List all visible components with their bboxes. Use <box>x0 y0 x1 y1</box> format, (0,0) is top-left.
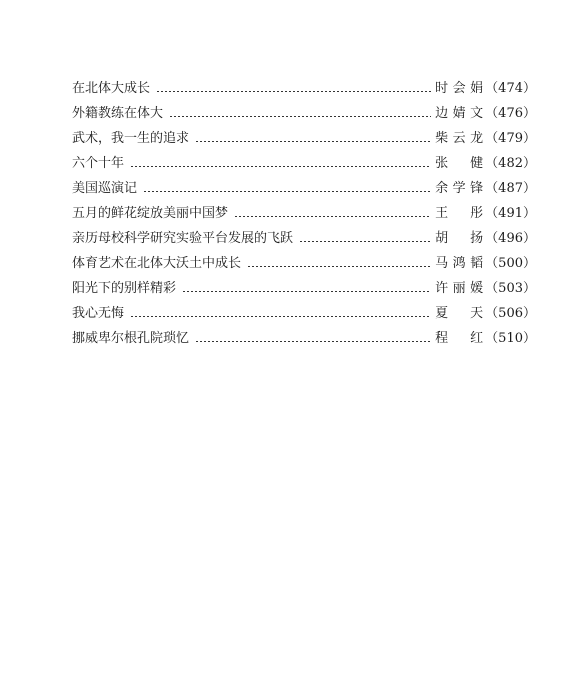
dot-leader <box>130 316 431 317</box>
toc-entry-title: 体育艺术在北体大沃土中成长 <box>72 256 242 271</box>
toc-entry-page: （476） <box>485 106 536 121</box>
toc-entry-page: （503） <box>485 281 536 296</box>
toc-entry-title: 在北体大成长 <box>72 81 151 96</box>
toc-entry-author: 许丽媛 <box>435 281 484 296</box>
table-of-contents <box>72 76 536 351</box>
toc-entry-title: 我心无悔 <box>72 306 125 321</box>
toc-entry-title: 美国巡演记 <box>72 181 138 196</box>
toc-entry <box>72 326 536 351</box>
toc-entry-author: 边婧文 <box>435 106 484 121</box>
toc-entry-author: 程 红 <box>435 331 484 346</box>
dot-leader <box>195 141 431 142</box>
toc-entry-author: 张 健 <box>435 156 484 171</box>
dot-leader <box>169 116 431 117</box>
toc-entry <box>72 126 536 151</box>
toc-entry-author: 余学锋 <box>435 181 484 196</box>
toc-entry-page: （482） <box>485 156 536 171</box>
toc-entry <box>72 226 536 251</box>
toc-entry <box>72 76 536 101</box>
toc-entry <box>72 151 536 176</box>
toc-entry <box>72 201 536 226</box>
dot-leader <box>143 191 431 192</box>
toc-entry-title: 亲历母校科学研究实验平台发展的飞跃 <box>72 231 294 246</box>
dot-leader <box>195 341 431 342</box>
dot-leader <box>299 241 431 242</box>
dot-leader <box>130 166 431 167</box>
toc-entry-author: 柴云龙 <box>435 131 484 146</box>
toc-entry-page: （479） <box>485 131 536 146</box>
toc-entry-title: 六个十年 <box>72 156 125 171</box>
toc-entry-author: 时会娟 <box>435 81 484 96</box>
toc-entry <box>72 176 536 201</box>
toc-entry-page: （487） <box>485 181 536 196</box>
toc-entry <box>72 276 536 301</box>
toc-entry-page: （500） <box>485 256 536 271</box>
toc-entry-page: （510） <box>485 331 536 346</box>
toc-entry-title: 五月的鲜花绽放美丽中国梦 <box>72 206 229 221</box>
dot-leader <box>247 266 431 267</box>
toc-entry-page: （491） <box>485 206 536 221</box>
toc-entry-author: 马鸿韬 <box>435 256 484 271</box>
toc-entry-title: 武术，我一生的追求 <box>72 131 190 146</box>
toc-entry <box>72 301 536 326</box>
toc-entry-title: 外籍教练在体大 <box>72 106 164 121</box>
toc-entry-page: （496） <box>485 231 536 246</box>
toc-entry-author: 夏 天 <box>435 306 484 321</box>
toc-entry-title: 阳光下的别样精彩 <box>72 281 177 296</box>
toc-entry <box>72 251 536 276</box>
toc-entry-page: （474） <box>485 81 536 96</box>
dot-leader <box>234 216 431 217</box>
toc-entry-title: 挪威卑尔根孔院琐忆 <box>72 331 190 346</box>
toc-entry <box>72 101 536 126</box>
toc-entry-author: 胡 扬 <box>435 231 484 246</box>
toc-entry-page: （506） <box>485 306 536 321</box>
toc-entry-author: 王 彤 <box>435 206 484 221</box>
dot-leader <box>156 91 431 92</box>
dot-leader <box>182 291 431 292</box>
